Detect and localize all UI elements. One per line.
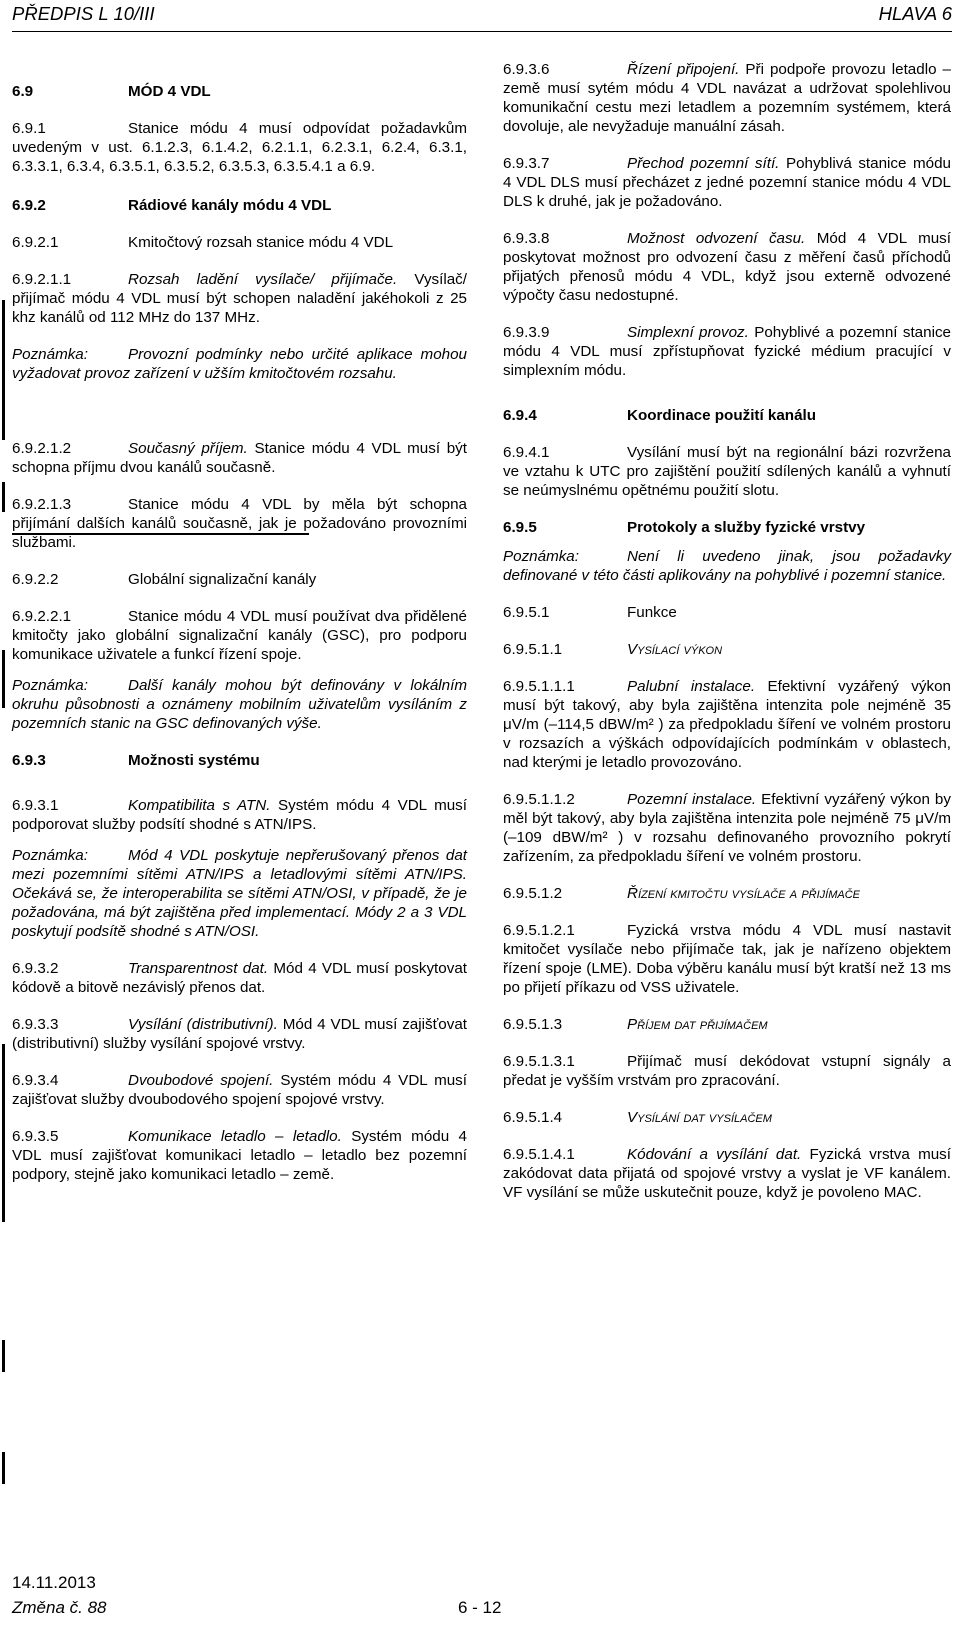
para-6-9-5-1-1-1: 6.9.5.1.1.1 Palubní instalace. Efektivní vyzářený výkon musí být takový, aby byla zajištěna intenzita pole nejméně 35 μV/m (–114,5 dBW/m² ) za předpokladu šíření ve volném prostoru v rozsazích a výškách odpovídajících podmínkám v oblastech, nad kterými je letadlo provozováno. [503,678,951,771]
para-6-9-3-2: 6.9.3.2 Transparentnost dat. Mód 4 VDL musí poskytovat kódově a bitově nezávislý přenos dat. [12,960,467,996]
para-6-9-3-1: 6.9.3.1 Kompatibilita s ATN. Systém módu 4 VDL musí podporovat služby podsítí shodné s ATN/IPS. [12,797,467,833]
para-6-9-2-1: 6.9.2.1 Kmitočtový rozsah stanice módu 4 VDL [12,234,394,251]
change-bar [2,1044,5,1222]
change-bar [2,650,5,708]
para-6-9-2-2: 6.9.2.2 Globální signalizační kanály [12,571,317,588]
para-6-9-3-6: 6.9.3.6 Řízení připojení. Při podpoře provozu letadlo – země musí sytém módu 4 VDL navázat a udržovat spolehlivou komunikační cestu mezi letadlem a pozemním systémem, která dovoluje, ale nevyžaduje manuální zásah. [503,61,951,135]
para-6-9-4-1: 6.9.4.1 Vysílání musí být na regionální bázi rozvržena ve vztahu k UTC pro zajištění použití sdílených kanálů a vyhnutí se neúmyslnému opětnému použití slotu. [503,444,951,499]
right-column [503,60,951,1220]
footer-date: 14.11.2013 [12,1573,96,1592]
para-6-9-5-1-4: 6.9.5.1.4 Vysílání dat vysílačem [503,1109,772,1126]
para-6-9-2-1-3: 6.9.2.1.3 Stanice módu 4 VDL by měla být schopna přijímání dalších kanálů současně, jak je požadováno provozními službami. [12,496,467,551]
heading-6-9-3: 6.9.3 Možnosti systému [12,752,260,769]
para-6-9-5-1-3-1: 6.9.5.1.3.1 Přijímač musí dekódovat vstupní signály a předat je vyšším vrstvám pro zpracování. [503,1053,951,1089]
header-title: PŘEDPIS L 10/III [12,3,155,24]
para-6-9-5-1-1-2: 6.9.5.1.1.2 Pozemní instalace. Efektivní vyzářený výkon by měl být takový, aby byla zajištěna intenzita pole nejméně 75 μV/m (–109 dBW/m² ) v rozsahu definovaného provozního pokrytí zařízením, za předpokladu šíření ve volném prostoru. [503,791,951,865]
para-6-9-3-7: 6.9.3.7 Přechod pozemní sítí. Pohyblivá stanice módu 4 VDL DLS musí přecházet z jedné pozemní stanice módu 4 VDL DLS k druhé, jak je požadováno. [503,155,951,210]
para-6-9-5-1-2-1: 6.9.5.1.2.1 Fyzická vrstva módu 4 VDL musí nastavit kmitočet vysílače nebo přijímače tak, jak je nařízeno objektem řízení spoje (LME). Doba výběru kanálu musí být kratší než 13 ms po přijetí příkazu od VSS uživatele. [503,922,951,996]
para-6-9-2-2-1: 6.9.2.2.1 Stanice módu 4 VDL musí používat dva přidělené kmitočty jako globální signalizační kanály (GSC), pro podporu komunikace uživatele a funkcí řízení spoje. [12,608,467,663]
para-6-9-3-5: 6.9.3.5 Komunikace letadlo – letadlo. Systém módu 4 VDL musí zajišťovat komunikaci letadlo – letadlo bez pozemní podpory, stejně jako komunikaci letadlo – země. [12,1128,467,1183]
header-rule [12,31,952,32]
heading-6-9-2: 6.9.2 Rádiové kanály módu 4 VDL [12,197,332,214]
para-6-9-3-8: 6.9.3.8 Možnost odvození času. Mód 4 VDL musí poskytovat možnost pro odvození času z měření časů příchodů přijatých přenosů módu 4 VDL, když jsou externě odvozené výpočty času nedostupné. [503,230,951,304]
para-6-9-5-1-3: 6.9.5.1.3 Příjem dat přijímačem [503,1016,768,1033]
note-atn: Poznámka: Mód 4 VDL poskytuje nepřerušovaný přenos dat mezi pozemními sítěmi ATN/IPS a letadlovými sítěmi ATN/IPS. Očekává se, že interoperabilita se sítěmi ATN/OSI, v případě, že je požadována, má být zajištěna před implementací. Módy 2 a 3 VDL poskytují podsítě shodné s ATN/OSI. [12,847,467,940]
para-6-9-1: 6.9.1 Stanice módu 4 musí odpovídat požadavkům uvedeným v ust. 6.1.2.3, 6.1.4.2, 6.2.1.1, 6.2.3.1, 6.2.4, 6.3.1, 6.3.3.1, 6.3.4, 6.3.5.1, 6.3.5.2, 6.3.5.3, 6.3.5.4.1 a 6.9. [12,120,467,175]
change-bar [2,482,5,512]
para-6-9-5-1-1: 6.9.5.1.1 Vysílací výkon [503,641,723,658]
para-6-9-5-1-4-1: 6.9.5.1.4.1 Kódování a vysílání dat. Fyzická vrstva musí zakódovat data přijatá od spojové vrstvy a vyslat je VF kanálem. VF vysílání se může uskutečnit pouze, když je povoleno MAC. [503,1146,951,1201]
change-bar [2,1340,5,1372]
note-applicability: Poznámka: Není li uvedeno jinak, jsou požadavky definované v této části aplikovány na pohyblivé i pozemní stanice. [503,548,951,584]
para-6-9-2-1-1: 6.9.2.1.1 Rozsah ladění vysílače/ přijímače. Vysílač/ přijímač módu 4 VDL musí být schopen naladění jakéhokoli z 25 khz kanálů od 112 MHz do 137 MHz. [12,271,467,326]
note-gsc: Poznámka: Další kanály mohou být definovány v lokálním okruhu působnosti a oznámeny mobilním uživatelům vysíláním z pozemních stanic na GSC definovaných výše. [12,677,467,732]
para-6-9-2-1-2: 6.9.2.1.2 Současný příjem. Stanice módu 4 VDL musí být schopna příjmu dvou kanálů současně. [12,440,467,476]
para-6-9-5-1-2: 6.9.5.1.2 Řízení kmitočtu vysílače a přijímače [503,885,861,902]
footer-change: Změna č. 88 [12,1598,107,1617]
left-column [12,60,467,1202]
footer-page-number: 6 - 12 [458,1598,502,1617]
note-frequency-range: Poznámka: Provozní podmínky nebo určité aplikace mohou vyžadovat provoz zařízení v užším kmitočtovém rozsahu. [12,346,467,382]
change-bar [2,1452,5,1484]
header-chapter: HLAVA 6 [878,3,952,24]
para-6-9-3-3: 6.9.3.3 Vysílání (distributivní). Mód 4 VDL musí zajišťovat (distributivní) služby vysílání spojové vrstvy. [12,1016,467,1052]
heading-6-9-4: 6.9.4 Koordinace použití kanálu [503,407,817,424]
change-bar [2,300,5,440]
para-6-9-3-4: 6.9.3.4 Dvoubodové spojení. Systém módu 4 VDL musí zajišťovat služby dvoubodového spojení spojové vrstvy. [12,1072,467,1108]
para-6-9-3-9: 6.9.3.9 Simplexní provoz. Pohyblivé a pozemní stanice módu 4 VDL musí zpřístupňovat fyzické médium pracující v simplexním módu. [503,324,951,379]
heading-6-9: 6.9 MÓD 4 VDL [12,83,211,100]
heading-6-9-5: 6.9.5 Protokoly a služby fyzické vrstvy [503,519,866,536]
para-6-9-5-1: 6.9.5.1 Funkce [503,604,677,621]
